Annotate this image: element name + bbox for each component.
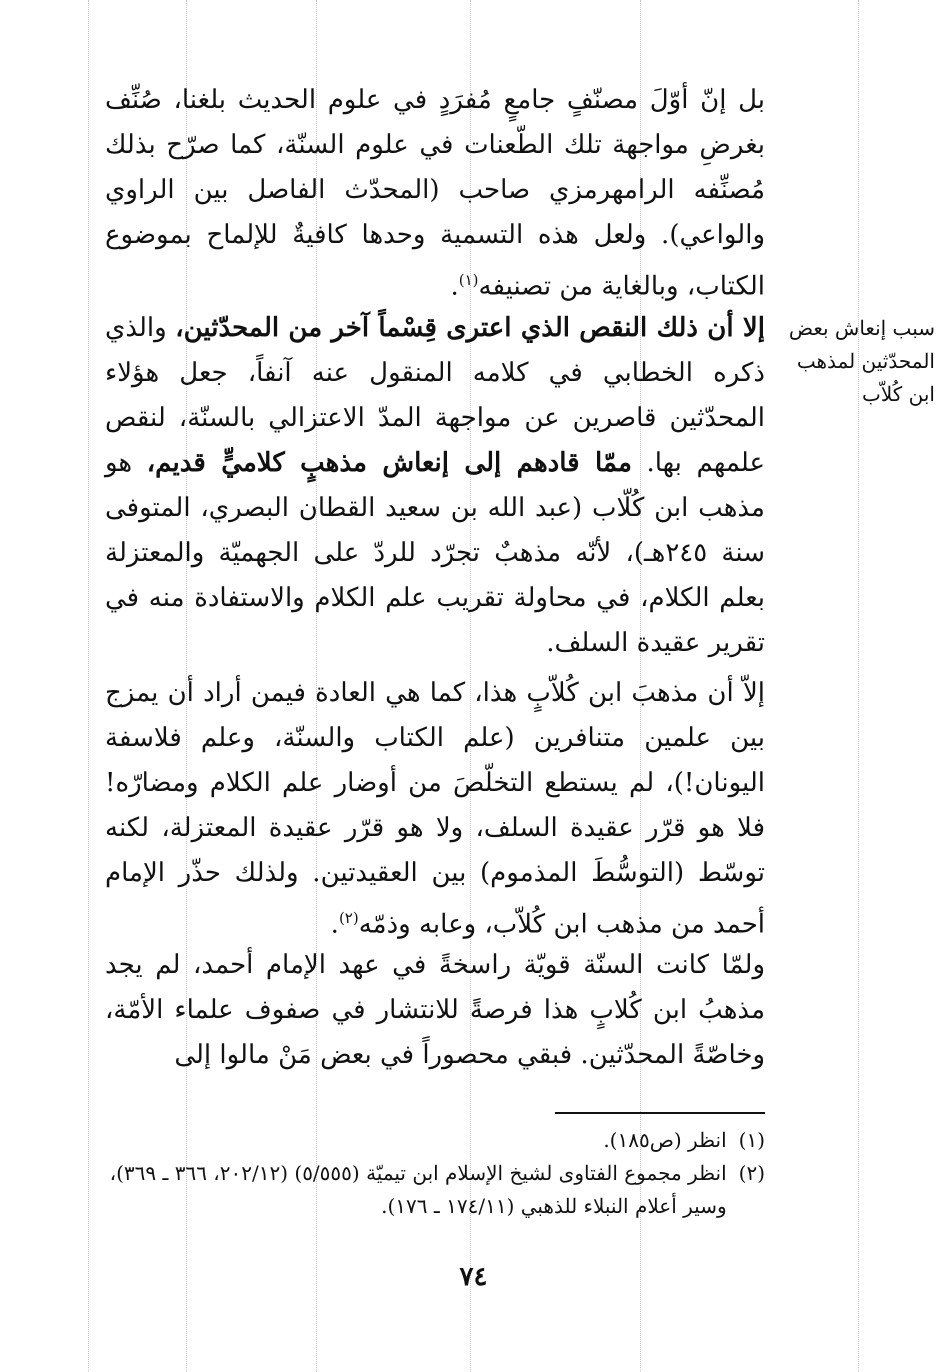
paragraph-3-end: . bbox=[330, 909, 339, 940]
footnote-number: (٢) bbox=[738, 1161, 765, 1185]
page-number: ٧٤ bbox=[459, 1262, 488, 1292]
paragraph-1 bbox=[105, 78, 765, 310]
paragraph-3 bbox=[105, 671, 765, 948]
footnote-2 bbox=[105, 1157, 765, 1223]
footnote-text: انظر (ص١٨٥). bbox=[603, 1128, 727, 1152]
footnote-ref-2[interactable]: (٢) bbox=[338, 909, 359, 927]
paragraph-3-text: إلاّ أن مذهبَ ابن كُلاّبٍ هذا، كما هي العادة فيمن أراد أن يمزج بين علمين متنافرين (علم الكتاب والسنّة، وعلم فلاسفة اليونان!)، لم يستطع التخلّصَ من أوضار علم الكلام ومضارّه! فلا هو قرّر عقيدة السلف، ولا هو قرّر عقيدة المعتزلة، لكنه توسّط (التوسُّطَ المذموم) بين العقيدتين. ولذلك حذّر الإمام أحمد من مذهب ابن كُلاّب، وعابه وذمّه bbox=[105, 678, 765, 940]
paragraph-1-end: . bbox=[450, 271, 459, 302]
footnote-number: (١) bbox=[738, 1128, 765, 1152]
paragraph-2-text-end: هو مذهب ابن كُلّاب (عبد الله بن سعيد القطان البصري، المتوفى سنة ٢٤٥هـ)، لأنّه مذهبٌ تجرّد للردّ على الجهميّة والمعتزلة بعلم الكلام، في محاولة تقريب علم الكلام والاستفادة منه في تقرير عقيدة السلف. bbox=[105, 448, 766, 658]
paragraph-2-bold-opening: إلا أن ذلك النقص الذي اعترى قِسْماً آخر من المحدّثين، bbox=[175, 313, 765, 343]
paragraph-2-text: والذي ذكره الخطابي في كلامه المنقول عنه آنفاً، جعل هؤلاء المحدّثين قاصرين عن مواجهة المدّ الاعتزالي بالسنّة، لنقص علمهم بها. bbox=[105, 313, 765, 478]
paragraph-2-bold-middle: ممّا قادهم إلى إنعاش مذهبٍ كلاميٍّ قديم، bbox=[146, 448, 632, 478]
paragraph-4: ولمّا كانت السنّة قويّة راسخةً في عهد الإمام أحمد، لم يجد مذهبُ ابن كُلابٍ هذا فرصةً للانتشار في صفوف علماء الأمّة، وخاصّةً المحدّثين. فبقي محصوراً في بعض مَنْ مالوا إلى bbox=[105, 950, 765, 1070]
footnote-text: انظر مجموع الفتاوى لشيخ الإسلام ابن تيميّة (٥/٥٥٥) (٢٠٢/١٢، ٣٦٦ ـ ٣٦٩)، وسير أعلام النبلاء للذهبي (١٧٤/١١ ـ ١٧٦). bbox=[109, 1161, 727, 1218]
paragraph-2 bbox=[105, 306, 765, 666]
paragraph-1-text: بل إنّ أوّلَ مصنّفٍ جامعٍ مُفرَدٍ في علوم الحديث بلغنا، صُنِّف بغرضِ مواجهة تلك الطّعنات في علوم السنّة، كما صرّح بذلك مُصنِّفه الرامهرمزي صاحب (المحدّث الفاصل بين الراوي والواعي). ولعل هذه التسمية وحدها كافيةٌ للإلماح بموضوع الكتاب، وبالغاية من تصنيفه bbox=[105, 85, 765, 302]
footnote-1 bbox=[105, 1124, 765, 1157]
footnote-ref-1[interactable]: (١) bbox=[458, 271, 479, 289]
footnotes bbox=[105, 1124, 765, 1223]
footnote-separator bbox=[555, 1112, 765, 1114]
side-note: سبب إنعاش بعض المحدّثين لمذهب ابن كُلاّب bbox=[788, 316, 935, 406]
